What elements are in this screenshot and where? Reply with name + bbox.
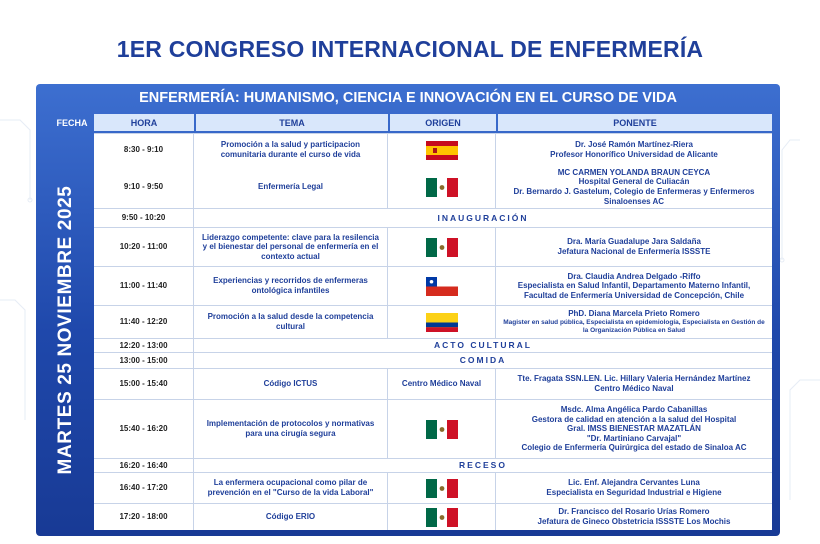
row-time: 15:40 - 16:20 [94,400,194,458]
row-origin-text: Centro Médico Naval [388,369,496,399]
schedule-row [94,504,772,530]
row-time: 17:20 - 18:00 [94,504,194,530]
row-topic: Experiencias y recorridos de enfermeras ontológica infantiles [194,267,388,305]
row-speaker [496,228,772,266]
colombia-flag-icon [426,313,458,332]
row-time: 11:00 - 11:40 [94,267,194,305]
column-header-fecha: FECHA [56,118,88,128]
speaker-name: Dra. María Guadalupe Jara Saldaña [567,237,701,247]
mexico-flag-icon [426,178,458,197]
speaker-affiliation: Especialista en Salud Infantil, Departamento Materno Infantil, [517,281,751,291]
row-time: 12:20 - 13:00 [94,339,194,352]
schedule-row [94,209,772,228]
row-topic: Implementación de protocolos y normativas para una cirugía segura [194,400,388,458]
row-time: 9:50 - 10:20 [94,209,194,227]
speaker-name: Tte. Fragata SSN.LEN. Lic. Hillary Valeria Hernández Martínez [517,374,751,384]
row-topic: La enfermera ocupacional como pilar de prevención en el "Curso de la vida Laboral" [194,473,388,503]
row-speaker [496,473,772,503]
row-event: ACTO CULTURAL [434,340,532,351]
row-time: 16:20 - 16:40 [94,459,194,472]
schedule-row [94,306,772,339]
row-speaker [496,504,772,530]
column-header-origen: ORIGEN [390,114,496,131]
schedule-row [94,400,772,459]
row-topic: Código ICTUS [194,369,388,399]
schedule-row [94,459,772,473]
schedule-row [94,473,772,504]
row-speaker [496,369,772,399]
speaker-name: Dr. José Ramón Martínez-Riera [575,140,693,150]
speaker-affiliation: Jefatura de Gineco Obstetricia ISSSTE Los Mochis [537,517,731,526]
speaker-affiliation: Gral. IMSS BIENESTAR MAZATLÁN [567,424,701,434]
speaker-affiliation: Especialista en Seguridad Industrial e Higiene [546,488,722,497]
schedule-row [94,228,772,267]
row-origin [388,166,496,208]
schedule-row [94,267,772,306]
speaker-affiliation: Gestora de calidad en atención a la salud del Hospital [531,414,737,424]
row-time: 10:20 - 11:00 [94,228,194,266]
row-time: 13:00 - 15:00 [94,353,194,368]
row-time: 8:30 - 9:10 [94,134,194,166]
row-topic: Promoción a la salud y participacion comunitaria durante el curso de vida [194,134,388,166]
speaker-name: Lic. Enf. Alejandra Cervantes Luna [568,478,700,488]
row-origin [388,504,496,530]
schedule-row [94,353,772,369]
row-event: RECESO [459,460,507,471]
speaker-affiliation: Hospital General de Culiacán [578,177,690,187]
spain-flag-icon [426,141,458,160]
speaker-affiliation: Jefatura Nacional de Enfermería ISSSTE [557,247,711,256]
row-topic: Liderazgo competente: clave para la resilencia y el bienestar del personal de enfermería en el contexto actual [194,228,388,266]
speaker-affiliation: Profesor Honorífico Universidad de Alicante [550,150,718,159]
schedule-row [94,133,772,167]
speaker-affiliation: Facultad de Enfermería Universidad de Concepción, Chile [523,290,745,300]
mexico-flag-icon [426,420,458,439]
speaker-affiliation: Magister en salud pública, Especialista en epidemiología, Especialista en Gestión de la Organización Pública en Salud [503,319,765,334]
column-header-ponente: PONENTE [498,114,772,131]
mexico-flag-icon [426,238,458,257]
chile-flag-icon [426,277,458,296]
mexico-flag-icon [426,479,458,498]
row-time: 16:40 - 17:20 [94,473,194,503]
page-title: 1ER CONGRESO INTERNACIONAL DE ENFERMERÍA [116,36,704,62]
speaker-name: MC CARMEN YOLANDA BRAUN CEYCA [557,167,711,177]
row-origin [388,473,496,503]
row-speaker [496,166,772,208]
row-origin [388,267,496,305]
row-event: INAUGURACIÓN [437,212,529,223]
row-topic: Código ERIO [194,504,388,530]
speaker-affiliation: Colegio de Enfermería Quirúrgica del estado de Sinaloa AC [521,443,747,453]
column-header-hora: HORA [94,114,194,131]
schedule-row [94,166,772,209]
row-origin [388,134,496,166]
mexico-flag-icon [426,508,458,527]
speaker-name: PhD. Diana Marcela Prieto Romero [568,309,700,319]
session-date-label: MARTES 25 NOVIEMBRE 2025 [55,185,76,475]
row-topic: Promoción a la salud desde la competencia cultural [194,306,388,338]
row-speaker [496,134,772,166]
row-time: 9:10 - 9:50 [94,166,194,208]
row-origin [388,306,496,338]
speaker-name: Msdc. Alma Angélica Pardo Cabanillas [560,405,708,415]
speaker-affiliation: Centro Médico Naval [594,384,674,393]
schedule-row [94,369,772,400]
row-event: COMIDA [459,355,507,366]
speaker-affiliation: "Dr. Martiniano Carvajal" [586,433,682,443]
congress-subtitle: ENFERMERÍA: HUMANISMO, CIENCIA E INNOVACIÓN EN EL CURSO DE VIDA [139,90,677,106]
row-time: 11:40 - 12:20 [94,306,194,338]
speaker-name: Dra. Claudia Andrea Delgado -Riffo [567,271,701,281]
row-speaker [496,267,772,305]
schedule-row [94,339,772,353]
row-origin [388,228,496,266]
row-speaker [496,400,772,458]
column-header-tema: TEMA [196,114,388,131]
row-origin [388,400,496,458]
row-speaker [496,306,772,338]
row-topic: Enfermería Legal [194,166,388,208]
speaker-affiliation: Dr. Bernardo J. Gastelum, Colegio de Enfermeras y Enfermeros Sinaloenses AC [513,187,755,206]
row-time: 15:00 - 15:40 [94,369,194,399]
speaker-name: Dr. Francisco del Rosario Urías Romero [558,507,710,517]
